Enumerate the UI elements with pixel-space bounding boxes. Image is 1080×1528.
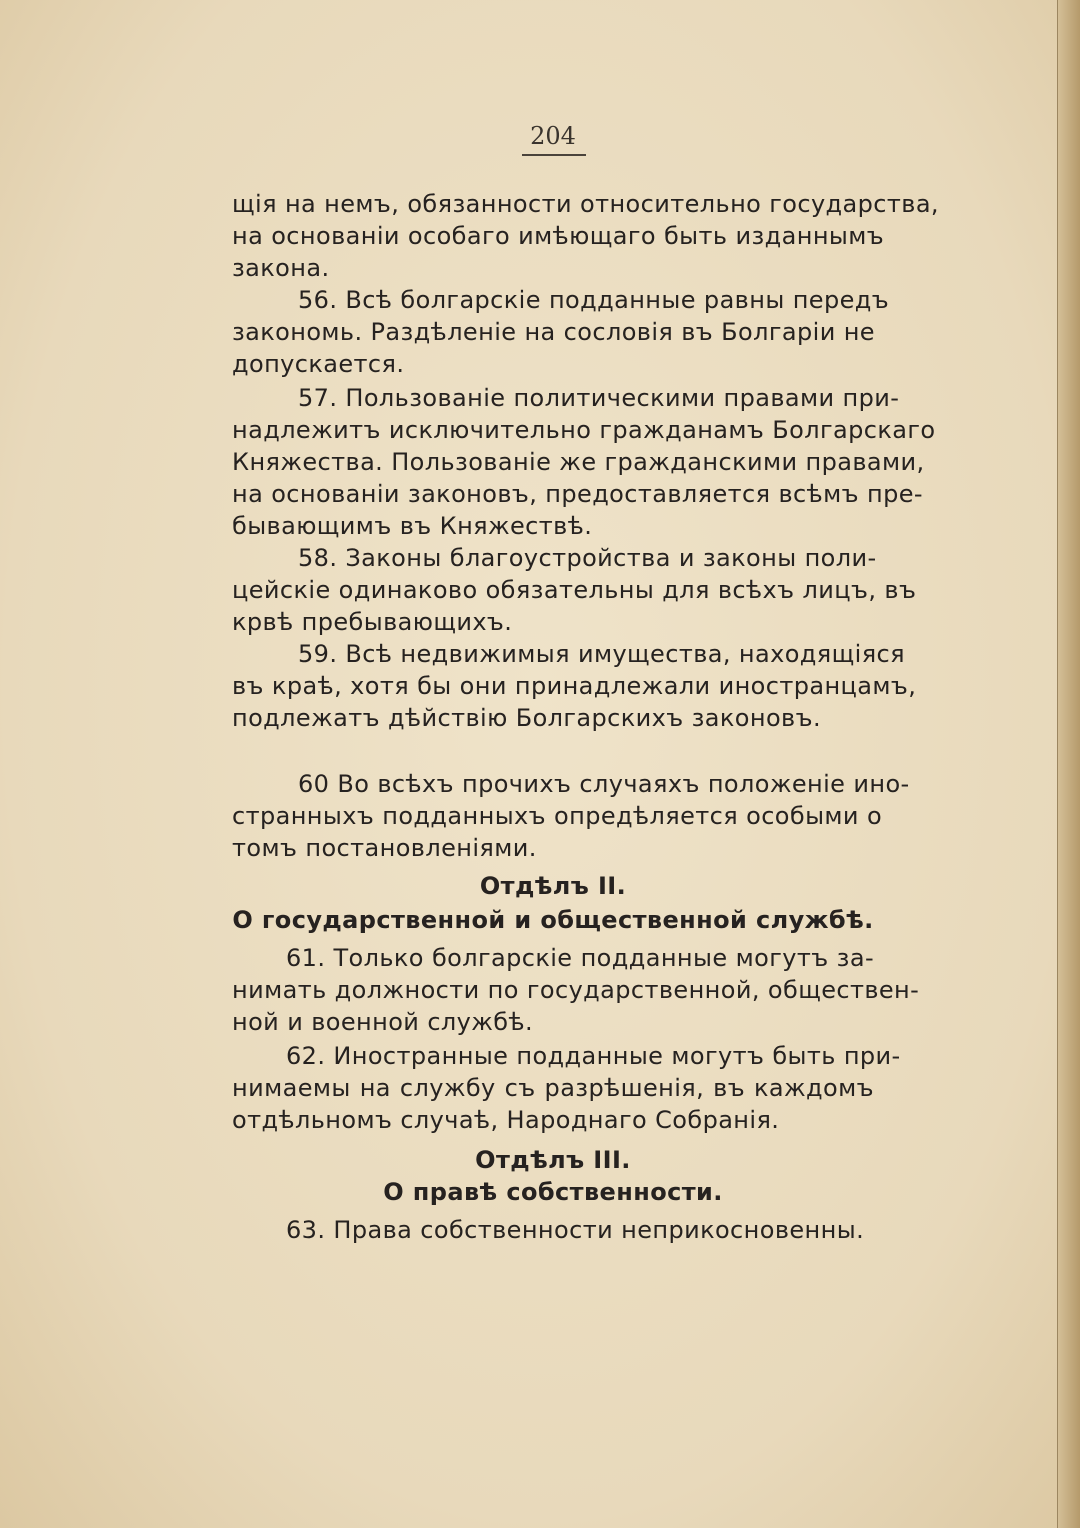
text-line: допускается. bbox=[232, 350, 405, 378]
text-line: на основаніи особаго имѣющаго быть изданнымъ bbox=[232, 222, 885, 250]
text-line: ной и военной службѣ. bbox=[232, 1008, 534, 1036]
text-line: нимаемы на службу съ разрѣшенія, въ каждомъ bbox=[232, 1074, 874, 1102]
text-line: закономь. Раздѣленіе на сословія въ Болгаріи не bbox=[232, 318, 875, 346]
article-58-start: 58. Законы благоустройства и законы поли- bbox=[298, 544, 877, 572]
article-62-start: 62. Иностранные подданные могутъ быть при- bbox=[286, 1042, 901, 1070]
text-line: надлежитъ исключительно гражданамъ Болгарскаго bbox=[232, 416, 936, 444]
text-line: на основаніи законовъ, предоставляется всѣмъ пре- bbox=[232, 480, 923, 508]
article-63-start: 63. Права собственности неприкосновенны. bbox=[286, 1216, 865, 1244]
text-line: томъ постановленіями. bbox=[232, 834, 537, 862]
text-line: Княжества. Пользованіе же гражданскими правами, bbox=[232, 448, 925, 476]
page-edge bbox=[1057, 0, 1080, 1528]
text-line: подлежатъ дѣйствію Болгарскихъ законовъ. bbox=[232, 704, 821, 732]
article-57-start: 57. Пользованіе политическими правами при- bbox=[298, 384, 900, 412]
section-3-subtitle: О правѣ собственности. bbox=[383, 1178, 723, 1206]
page-number-rule bbox=[522, 154, 586, 156]
text-line: закона. bbox=[232, 254, 330, 282]
article-60-start: 60 Во всѣхъ прочихъ случаяхъ положеніе ино- bbox=[298, 770, 910, 798]
article-56-start: 56. Всѣ болгарскіе подданные равны передъ bbox=[298, 286, 890, 314]
text-line: крвѣ пребывающихъ. bbox=[232, 608, 513, 636]
section-2-subtitle: О государственной и общественной службѣ. bbox=[232, 906, 874, 934]
text-line: странныхъ подданныхъ опредѣляется особыми о bbox=[232, 802, 883, 830]
article-59-start: 59. Всѣ недвижимыя имущества, находящіяся bbox=[298, 640, 905, 668]
article-61-start: 61. Только болгарскіе подданные могутъ за- bbox=[286, 944, 874, 972]
text-line: въ краѣ, хотя бы они принадлежали иностранцамъ, bbox=[232, 672, 917, 700]
section-3-title: Отдѣлъ III. bbox=[475, 1146, 631, 1174]
text-line: отдѣльномъ случаѣ, Народнаго Собранія. bbox=[232, 1106, 780, 1134]
text-line: нимать должности по государственной, обществен- bbox=[232, 976, 920, 1004]
page-number: 204 bbox=[530, 122, 576, 150]
section-2-title: Отдѣлъ II. bbox=[479, 872, 627, 900]
text-line: щія на немъ, обязанности относительно государства, bbox=[232, 190, 939, 218]
text-line: цейскіе одинаково обязательны для всѣхъ лицъ, въ bbox=[232, 576, 917, 604]
text-line: бывающимъ въ Княжествѣ. bbox=[232, 512, 593, 540]
